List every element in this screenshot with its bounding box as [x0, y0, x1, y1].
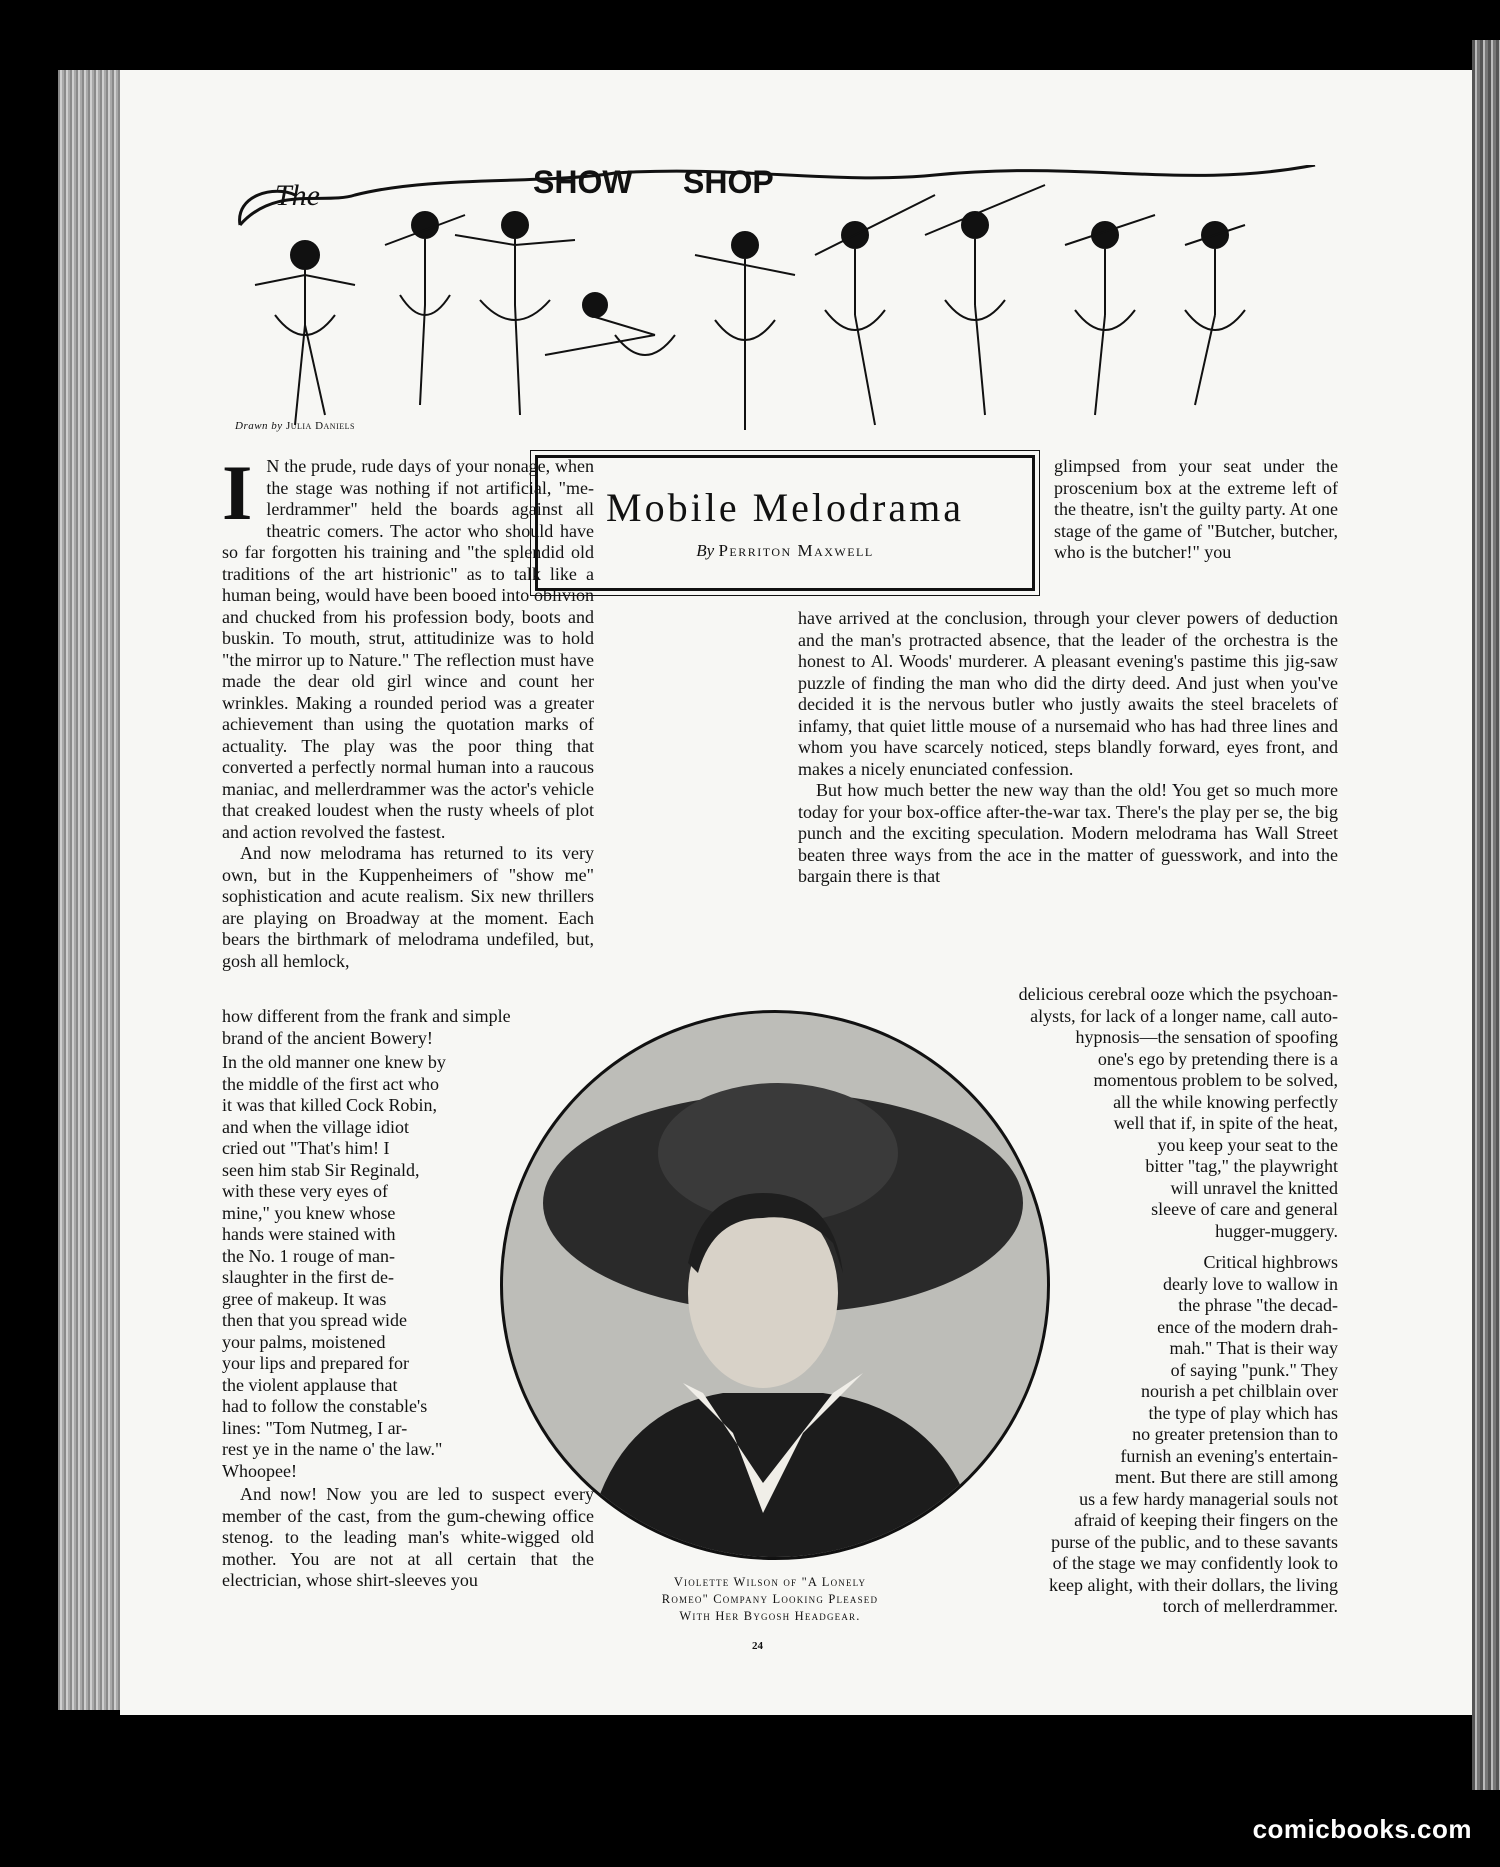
text-line: keep alight, with their dollars, the living	[1049, 1574, 1338, 1595]
paragraph: have arrived at the conclusion, through your clever powers of deduction and the man's protracted absence, that the leader of the orchestra is the honest to Al. Woods' murderer. A pleasant evening's pastime this jig-saw puzzle of finding the man who did the dirty deed. And just when you've decided it is the nervous butler who justly awaits the steel bracelets of infamy, that quiet little mouse of a nursemaid who has had three lines and whom you have scarcely noticed, steps blandly forward, eyes front, and makes a nicely enunciated confession.	[798, 608, 1338, 779]
text-line: gree of makeup. It was	[222, 1288, 387, 1309]
book-page-edges-right	[1472, 40, 1500, 1790]
text-line: the phrase "the decad-	[1178, 1295, 1338, 1315]
paragraph: glimpsed from your seat under the proscenium box at the extreme left of the theatre, isn't the guilty party. At one stage of the game of "Butcher, butcher, who is the butcher!" you	[1054, 456, 1338, 562]
page-number: 24	[752, 1640, 763, 1652]
paragraph: N the prude, rude days of your nonage, when the stage was nothing if not artificial, "me-lerdrammer" held the boards against all theatric comers. The actor who should have so far forgotten his training and "the splendid old traditions of the art histrionic" as to talk like a human being, would have been booed into oblivion and chucked from his profession body, boots and buskin. To mouth, strut, attitudinize was to hold "the mirror up to Nature." The reflection must have made the dear old girl wince and count her wrinkles. Making a rounded period was a greater achievement than using the quotation marks of actuality. The play was the poor thing that converted a perfectly normal human into a raucous maniac, and mellerdrammer was the actor's vehicle that creaked loudest when the rusty wheels of plot and action revolved the fastest.	[222, 456, 594, 842]
dancer-figures	[255, 185, 1245, 430]
text-line: brand of the ancient Bowery!	[222, 1027, 433, 1048]
watermark: comicbooks.com	[1252, 1814, 1472, 1844]
show-shop-banner	[235, 165, 1335, 430]
book-page-edges-left	[58, 70, 120, 1710]
text-line: your palms, moistened	[222, 1331, 386, 1352]
text-line: had to follow the constable's	[222, 1396, 428, 1416]
text-line: delicious cerebral ooze which the psychoan-	[1018, 984, 1338, 1004]
text-line: well that if, in spite of the heat,	[1113, 1113, 1338, 1133]
text-line: bitter "tag," the playwright	[1145, 1156, 1338, 1176]
byline-by: By	[696, 541, 715, 560]
article-title: Mobile Melodrama	[606, 485, 964, 530]
paragraph: And now! Now you are led to suspect every member of the cast, from the gum-chewing office stenog. to the leading man's white-wigged old mother. You are not at all certain that the electrician, whose shirt-sleeves you	[222, 1484, 594, 1590]
text-line: your lips and prepared for	[222, 1353, 409, 1373]
text-line: all the while knowing perfectly	[1113, 1091, 1338, 1112]
portrait-illustration	[503, 1013, 1050, 1560]
text-line: Whoopee!	[222, 1460, 297, 1481]
banner-show: SHOW	[533, 165, 633, 200]
text-line: will unravel the knitted	[1170, 1177, 1338, 1198]
illustration-credit	[235, 420, 355, 432]
text-line: the middle of the first act who	[222, 1073, 439, 1094]
text-line: afraid of keeping their fingers on the	[1074, 1510, 1338, 1530]
paragraph: But how much better the new way than the old! You get so much more today for your box-office after-the-war tax. There's the play per se, the big punch and the exciting speculation. Modern melodrama has Wall Street beaten three ways from the ace in the matter of guesswork, and into the bargain there is that	[798, 780, 1338, 886]
portrait-photo	[500, 1010, 1050, 1560]
text-line: cried out "That's him! I	[222, 1138, 390, 1158]
text-line: ment. But there are still among	[1115, 1467, 1338, 1487]
text-line: ence of the modern drah-	[1157, 1316, 1338, 1337]
credit-prefix: Drawn by	[235, 420, 283, 432]
text-line: hypnosis—the sensation of spoofing	[1075, 1027, 1338, 1047]
text-line: you keep your seat to the	[1157, 1134, 1338, 1155]
article-title-box	[535, 455, 1035, 591]
text-line: Critical highbrows	[1203, 1252, 1338, 1272]
text-line: torch of mellerdrammer.	[1162, 1596, 1338, 1616]
text-line: purse of the public, and to these savants	[1051, 1531, 1338, 1552]
text-line: nourish a pet chilblain over	[1141, 1381, 1338, 1401]
text-line: the No. 1 rouge of man-	[222, 1245, 395, 1266]
text-line: momentous problem to be solved,	[1093, 1070, 1338, 1090]
caption-line: With Her Bygosh Headgear.	[679, 1609, 861, 1623]
text-line: no greater pretension than to	[1132, 1424, 1338, 1444]
text-line: then that you spread wide	[222, 1310, 407, 1330]
banner-shop: SHOP	[683, 165, 774, 200]
byline-author: Perriton Maxwell	[718, 541, 874, 560]
credit-artist: Julia Daniels	[285, 420, 355, 432]
text-line: the type of play which has	[1148, 1402, 1338, 1423]
text-line: lines: "Tom Nutmeg, I ar-	[222, 1417, 408, 1438]
text-line: it was that killed Cock Robin,	[222, 1095, 437, 1115]
text-line: rest ye in the name o' the law."	[222, 1439, 443, 1459]
text-line: mah." That is their way	[1169, 1338, 1338, 1358]
article-byline	[538, 541, 1032, 561]
text-line: sleeve of care and general	[1151, 1199, 1338, 1219]
text-line: In the old manner one knew by	[222, 1052, 446, 1072]
text-line: with these very eyes of	[222, 1181, 388, 1201]
text-line: of saying "punk." They	[1170, 1359, 1338, 1380]
text-line: us a few hardy managerial souls not	[1079, 1488, 1338, 1509]
banner-the: The	[275, 179, 320, 212]
paragraph: And now melodrama has returned to its very own, but in the Kuppenheimers of "show me" sophistication and acute realism. Six new thrillers are playing on Broadway at the moment. Each bears the birthmark of melodrama undefiled, but, gosh all hemlock,	[222, 843, 594, 971]
text-line: one's ego by pretending there is a	[1097, 1048, 1338, 1069]
portrait-caption	[600, 1574, 940, 1625]
text-line: mine," you knew whose	[222, 1202, 396, 1223]
column-right-top	[1054, 456, 1338, 616]
drop-cap: I	[222, 449, 253, 536]
text-line: alysts, for lack of a longer name, call auto-	[1030, 1005, 1338, 1026]
text-line: how different from the frank and simple	[222, 1006, 511, 1026]
text-line: furnish an evening's entertain-	[1120, 1445, 1338, 1466]
text-line: of the stage we may confidently look to	[1052, 1553, 1338, 1573]
column-left	[222, 449, 594, 971]
column-right-middle	[798, 608, 1338, 886]
text-line: and when the village idiot	[222, 1116, 409, 1137]
dancers-illustration	[235, 165, 1335, 430]
caption-line: Violette Wilson of "A Lonely	[673, 1575, 867, 1589]
text-line: the violent applause that	[222, 1374, 398, 1395]
text-line: dearly love to wallow in	[1163, 1273, 1338, 1294]
text-line: hands were stained with	[222, 1224, 396, 1244]
caption-line: Romeo" Company Looking Pleased	[661, 1592, 879, 1606]
text-line: slaughter in the first de-	[222, 1267, 394, 1287]
text-line: seen him stab Sir Reginald,	[222, 1159, 420, 1180]
text-line: hugger-muggery.	[1215, 1220, 1338, 1241]
